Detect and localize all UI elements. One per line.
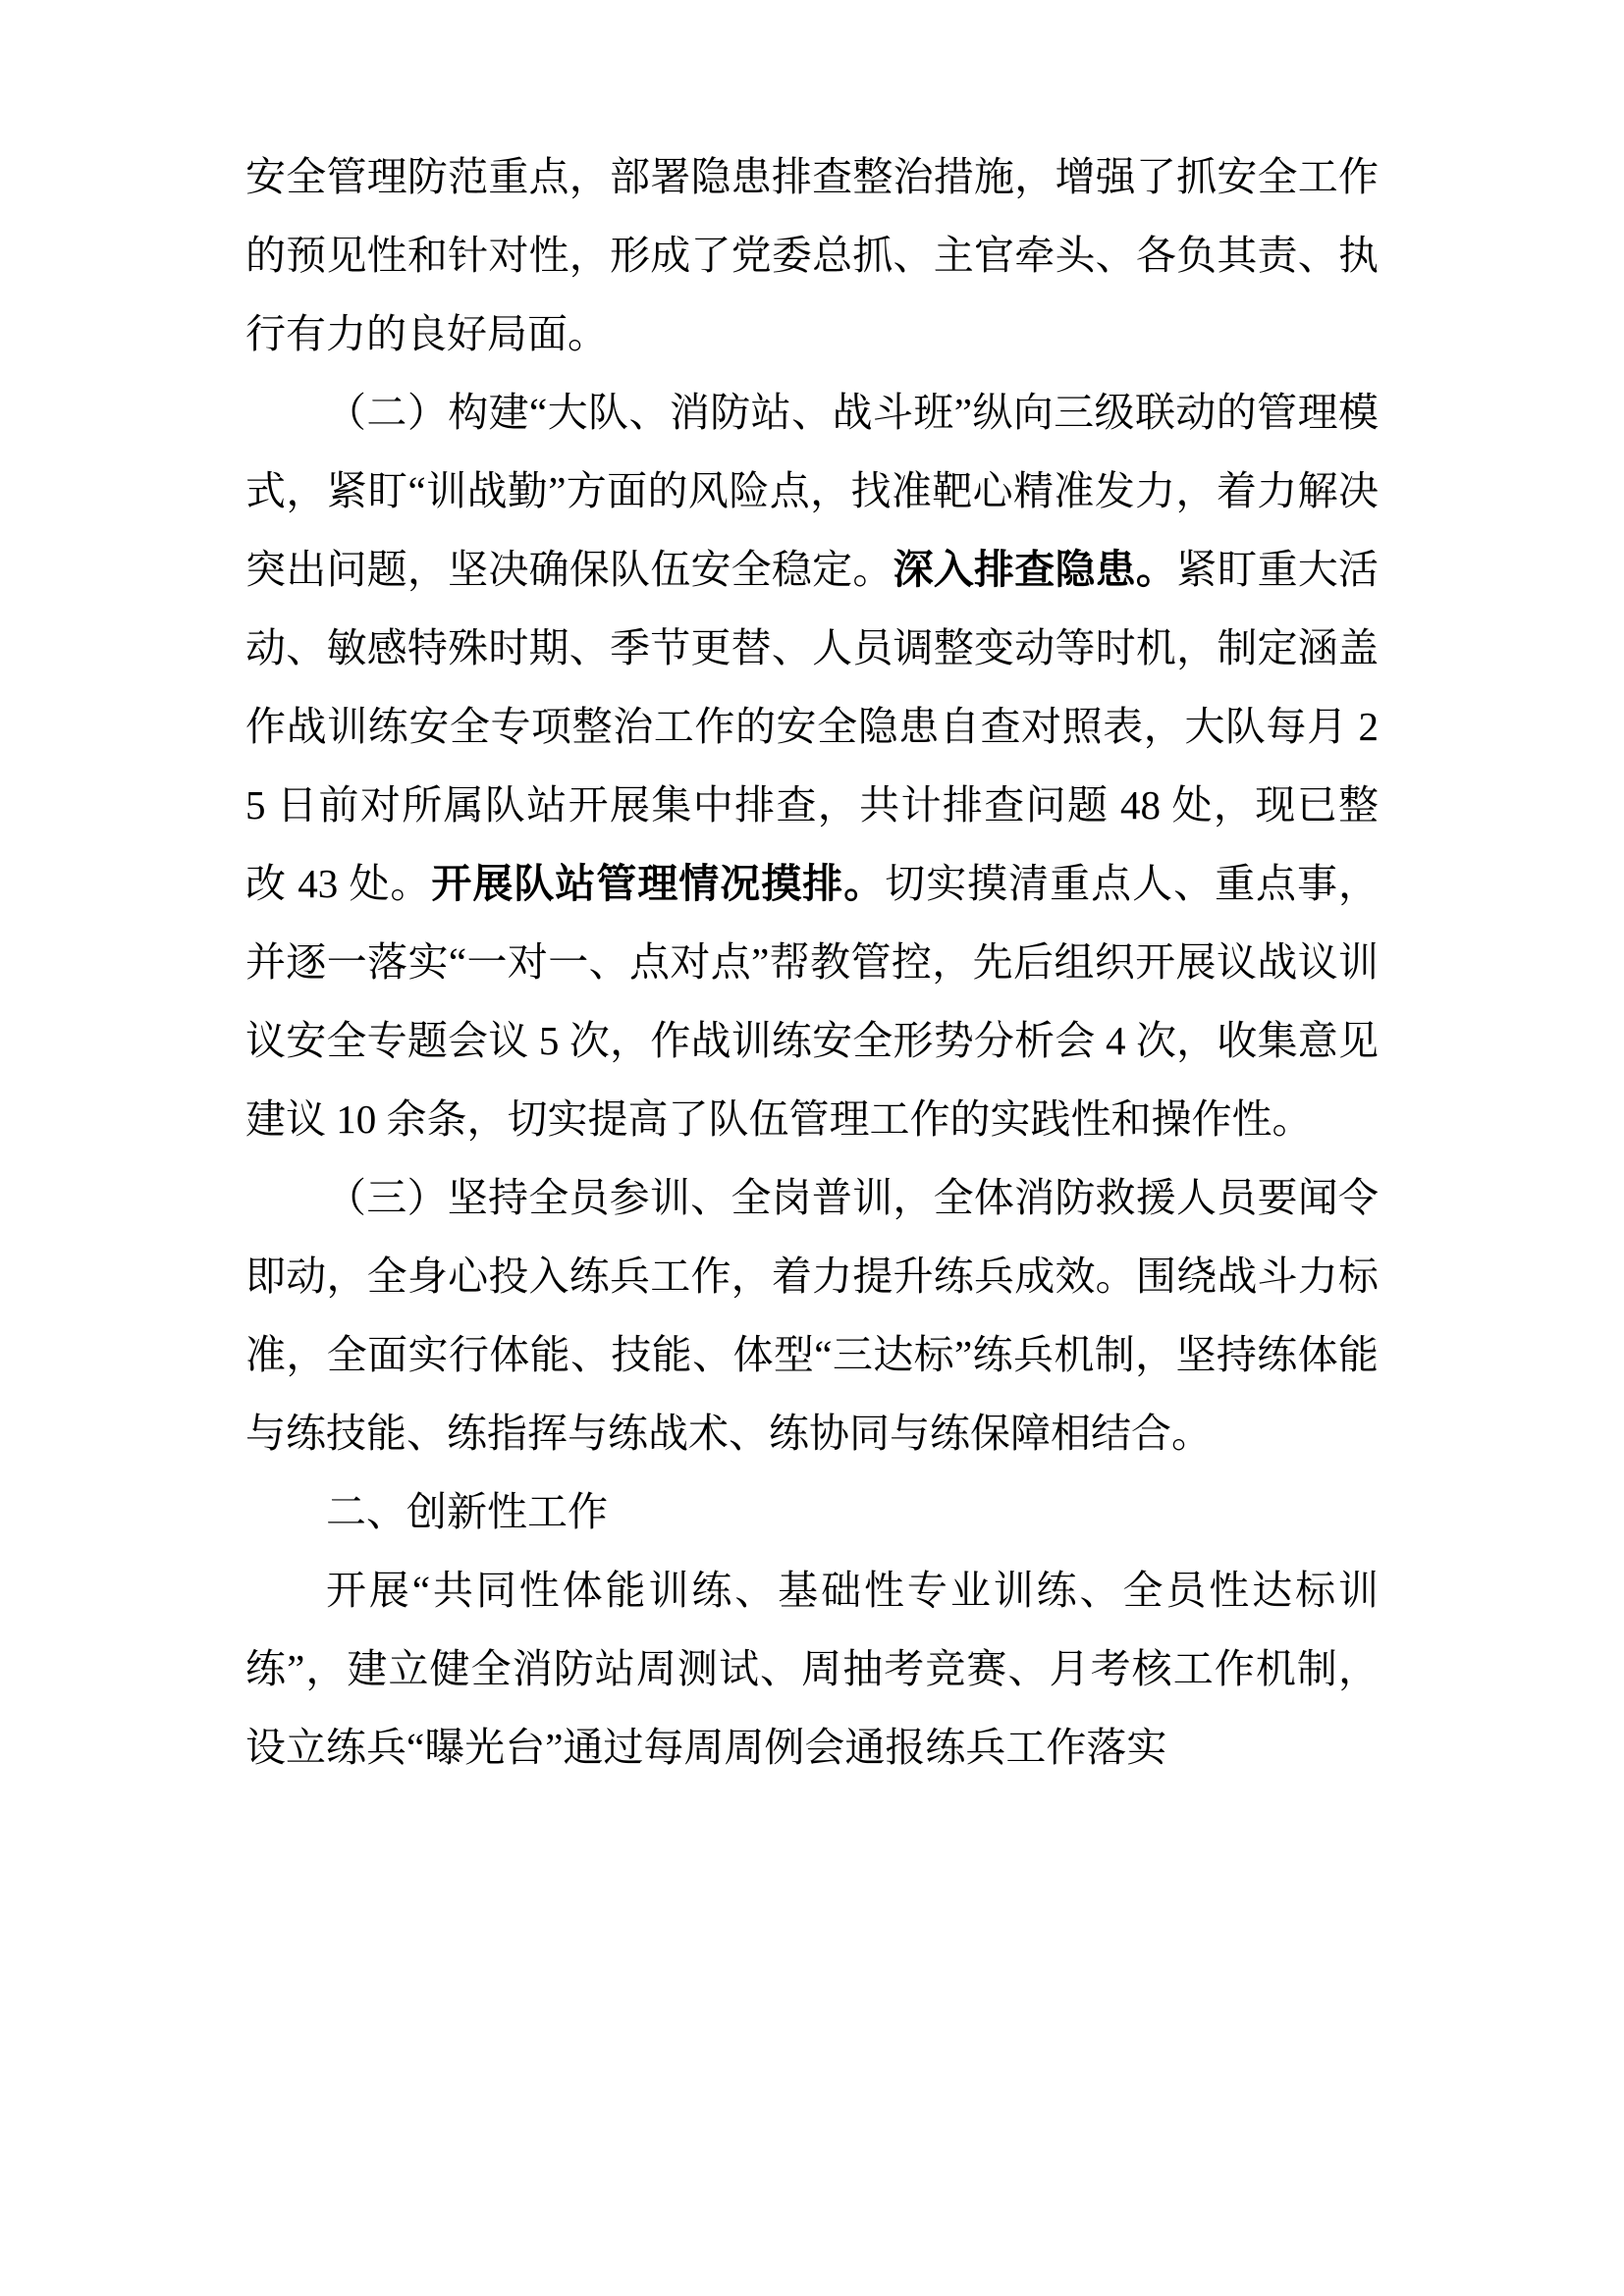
paragraph-innovation [245,1551,1379,1787]
text-run: （二）构建“大队、消防站、战斗班”纵向三级联动的管理模式，紧盯“训战勤”方面的风险点，找准靶心精准发力，着力解决突出问题，坚决确保队伍安全稳定。 [245,390,1379,592]
text-run: 安全管理防范重点，部署隐患排查整治措施，增强了抓安全工作的预见性和针对性，形成了党委总抓、主官牵头、各负其责、执行有力的良好局面。 [245,154,1379,356]
paragraph-heading-2 [245,1472,1379,1551]
text-run: 开展“共同性体能训练、基础性专业训练、全员性达标训练”，建立健全消防站周测试、周抽考竞赛、月考核工作机制，设立练兵“曝光台”通过每周周例会通报练兵工作落实 [245,1568,1379,1770]
document-body [245,137,1379,1787]
bold-text-run: 开展队站管理情况摸排。 [431,861,886,906]
text-run: 切实摸清重点人、重点事，并逐一落实“一对一、点对点”帮教管控，先后组织开展议战议训议安全专题会议 5 次，作战训练安全形势分析会 4 次，收集意见建议 10 余条，切实提高了队伍管理工作的实践性和操作性。 [245,861,1380,1142]
paragraph-continuation [245,137,1379,373]
text-run: （三）坚持全员参训、全岗普训，全体消防救援人员要闻令即动，全身心投入练兵工作，着力提升练兵成效。围绕战斗力标准，全面实行体能、技能、体型“三达标”练兵机制，坚持练体能与练技能、练指挥与练战术、练协同与练保障相结合。 [245,1175,1379,1456]
paragraph-section-3 [245,1158,1379,1472]
paragraph-section-2 [245,373,1379,1158]
bold-text-run: 深入排查隐患。 [893,547,1177,592]
text-run: 紧盯重大活动、敏感特殊时期、季节更替、人员调整变动等时机，制定涵盖作战训练安全专项整治工作的安全隐患自查对照表，大队每月 25 日前对所属队站开展集中排查，共计排查问题 48 处，现已整改 43 处。 [245,547,1380,906]
text-run: 二、创新性工作 [326,1489,608,1534]
